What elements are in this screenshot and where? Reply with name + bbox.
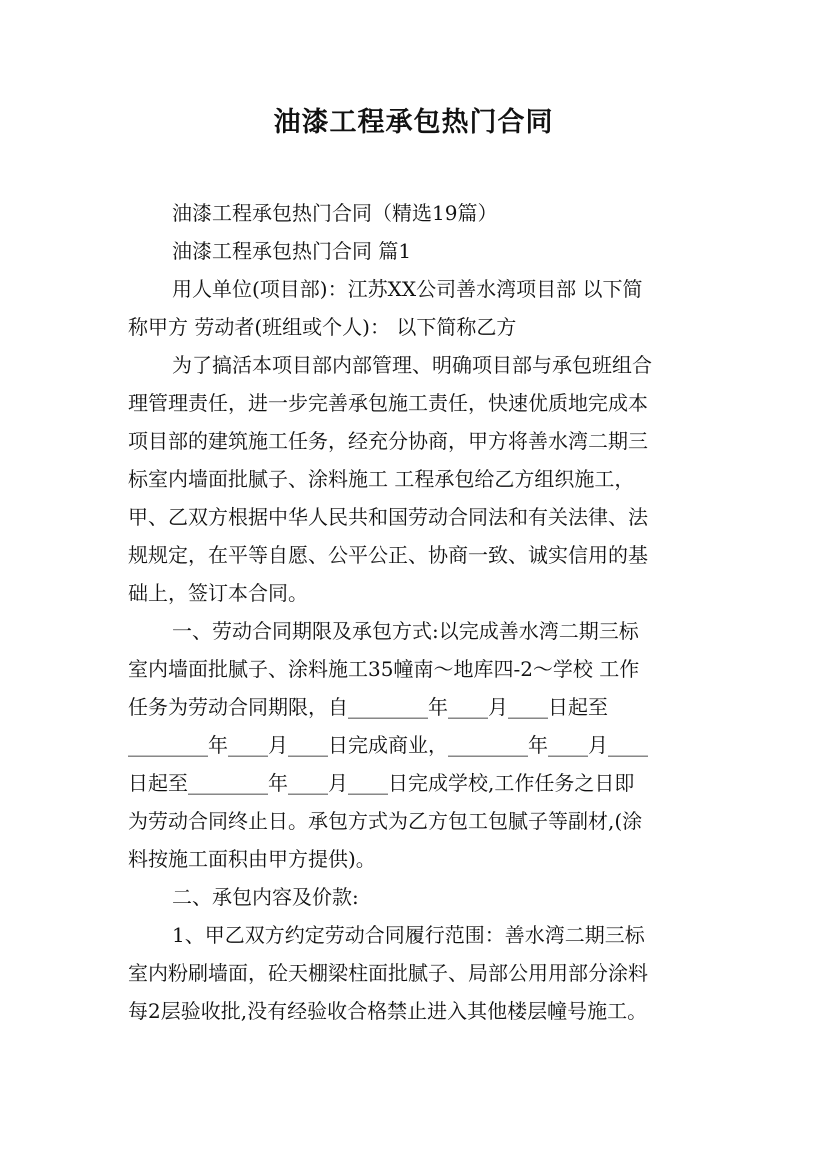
section-heading-line: 二、承包内容及价款: [172,885,359,909]
paragraph-line: 任务为劳动合同期限，自________年____月____日起至 [128,695,608,719]
section-heading-line: 油漆工程承包热门合同 篇1 [172,239,412,263]
paragraph-line: 规规定，在平等自愿、公平公正、协商一致、诚实信用的基 [128,543,648,567]
paragraph-line: 1、甲乙双方约定劳动合同履行范围：善水湾二期三标 [172,923,645,947]
paragraph-line: 为劳动合同终止日。承包方式为乙方包工包腻子等副材,(涂 [128,809,643,833]
paragraph-line: 础上，签订本合同。 [128,581,308,605]
paragraph-line: 项目部的建筑施工任务，经充分协商，甲方将善水湾二期三 [128,429,648,453]
paragraph-line: 料按施工面积由甲方提供)。 [128,847,376,871]
paragraph-line: 室内粉刷墙面，砼天棚梁柱面批腻子、局部公用用部分涂料 [128,961,648,985]
paragraph-line: 每2层验收批,没有经验收合格禁止进入其他楼层幢号施工。 [128,999,648,1023]
paragraph-line: ________年____月____日完成商业，________年____月____ [128,733,648,757]
paragraph-line: 称甲方 劳动者(班组或个人)： 以下简称乙方 [128,315,517,339]
paragraph-line: 理管理责任，进一步完善承包施工责任，快速优质地完成本 [128,391,648,415]
paragraph-line: 用人单位(项目部)：江苏XX公司善水湾项目部 以下简 [172,277,643,301]
paragraph-line: 标室内墙面批腻子、涂料施工 工程承包给乙方组织施工， [128,467,635,491]
paragraph-line: 甲、乙双方根据中华人民共和国劳动合同法和有关法律、法 [128,505,648,529]
paragraph-line: 日起至________年____月____日完成学校,工作任务之日即 [128,771,635,795]
subtitle-line: 油漆工程承包热门合同（精选19篇） [172,201,498,225]
paragraph-line: 为了搞活本项目部内部管理、明确项目部与承包班组合 [172,353,652,377]
document-title: 油漆工程承包热门合同 [273,107,554,138]
paragraph-line: 一、劳动合同期限及承包方式:以完成善水湾二期三标 [172,619,639,643]
paragraph-line: 室内墙面批腻子、涂料施工35幢南～地库四-2～学校 工作 [128,657,640,681]
